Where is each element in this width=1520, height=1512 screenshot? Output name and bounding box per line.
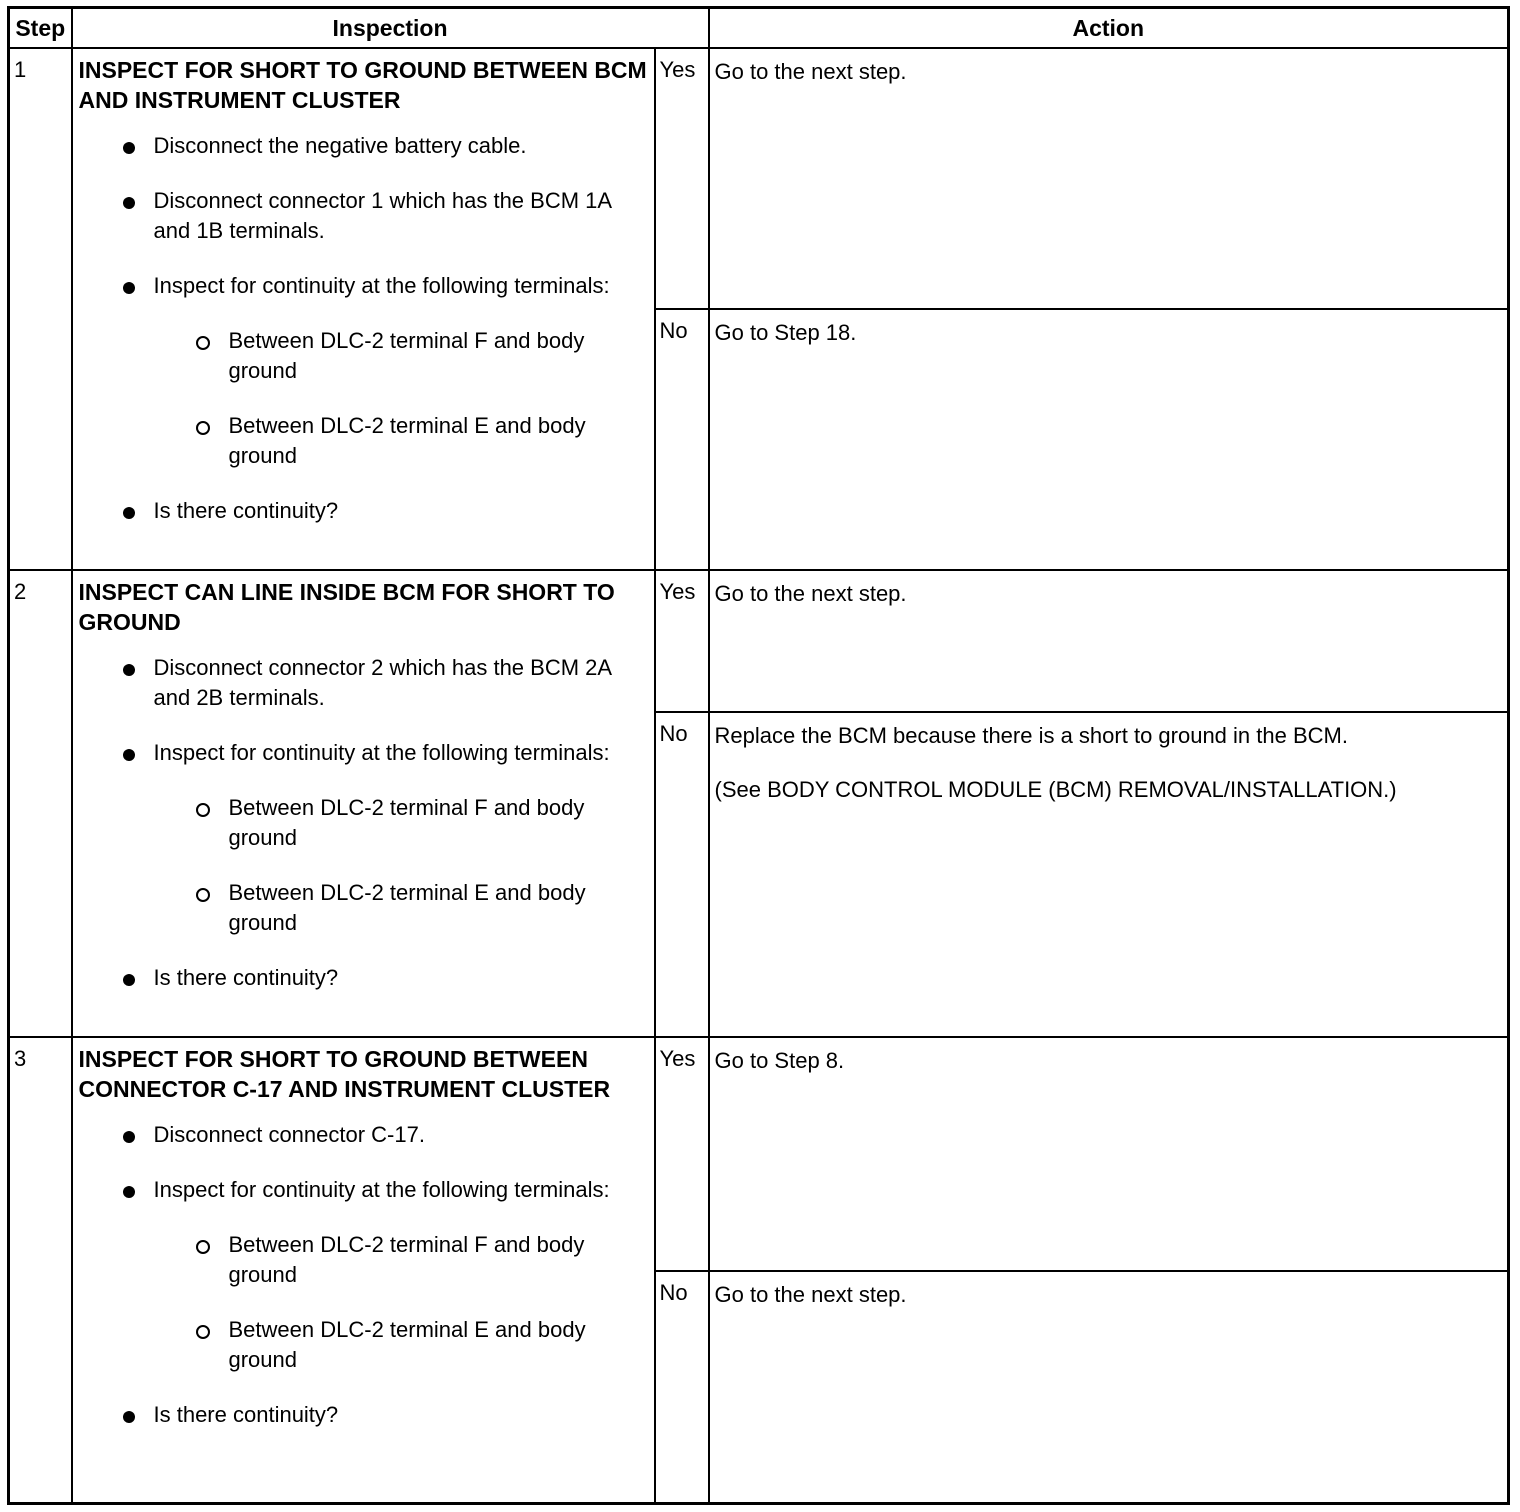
bullet-item: Disconnect connector 1 which has the BCM 1A and 1B terminals. [79,186,648,246]
inspection-title: INSPECT FOR SHORT TO GROUND BETWEEN BCM AND INSTRUMENT CLUSTER [78,57,647,113]
yes-action [709,48,1509,309]
action-text: Go to Step 18. [714,320,857,345]
step-number: 1 [9,48,72,570]
no-action [709,712,1509,1037]
sub-bullet-item: Between DLC-2 terminal F and body ground [79,793,648,853]
step-number: 2 [9,570,72,1037]
action-text: Go to the next step. [714,59,907,84]
inspection-title: INSPECT FOR SHORT TO GROUND BETWEEN CONNECTOR C-17 AND INSTRUMENT CLUSTER [78,1046,611,1102]
inspection-cell [72,570,655,1037]
diagnostic-table [7,6,1510,1505]
bullet-item: Is there continuity? [79,496,648,526]
yes-action [709,570,1509,712]
bullet-item: Disconnect connector 2 which has the BCM 2A and 2B terminals. [79,653,648,713]
header-inspection: Inspection [72,8,709,49]
sub-bullet-item: Between DLC-2 terminal E and body ground [79,411,648,471]
bullet-item: Disconnect connector C-17. [79,1120,648,1150]
bullet-item: Disconnect the negative battery cable. [79,131,648,161]
action-reference: (See BODY CONTROL MODULE (BCM) REMOVAL/INSTALLATION.) [714,777,1397,802]
no-label: No [655,1271,709,1503]
sub-bullet-item: Between DLC-2 terminal F and body ground [79,1230,648,1290]
step-1-yes-row [9,48,1509,309]
yes-label: Yes [655,1037,709,1271]
step-number: 3 [9,1037,72,1503]
bullet-item: Is there continuity? [79,1400,648,1430]
no-action [709,1271,1509,1503]
bullet-item: Inspect for continuity at the following terminals: [79,738,648,768]
no-action [709,309,1509,570]
header-step: Step [9,8,72,49]
step-2-yes-row [9,570,1509,712]
yes-label: Yes [655,48,709,309]
sub-bullet-item: Between DLC-2 terminal F and body ground [79,326,648,386]
no-label: No [655,309,709,570]
yes-action [709,1037,1509,1271]
sub-bullet-item: Between DLC-2 terminal E and body ground [79,878,648,938]
action-text: Replace the BCM because there is a short to ground in the BCM. [714,723,1348,748]
inspection-cell [72,48,655,570]
inspection-cell [72,1037,655,1503]
bullet-item: Inspect for continuity at the following terminals: [79,1175,648,1205]
no-label: No [655,712,709,1037]
action-text: Go to the next step. [714,581,907,606]
header-row [9,8,1509,49]
step-3-yes-row [9,1037,1509,1271]
inspection-title: INSPECT CAN LINE INSIDE BCM FOR SHORT TO GROUND [78,579,615,635]
action-text: Go to Step 8. [714,1048,845,1073]
bullet-item: Is there continuity? [79,963,648,993]
yes-label: Yes [655,570,709,712]
header-action: Action [709,8,1509,49]
bullet-item: Inspect for continuity at the following terminals: [79,271,648,301]
sub-bullet-item: Between DLC-2 terminal E and body ground [79,1315,648,1375]
action-text: Go to the next step. [714,1282,907,1307]
